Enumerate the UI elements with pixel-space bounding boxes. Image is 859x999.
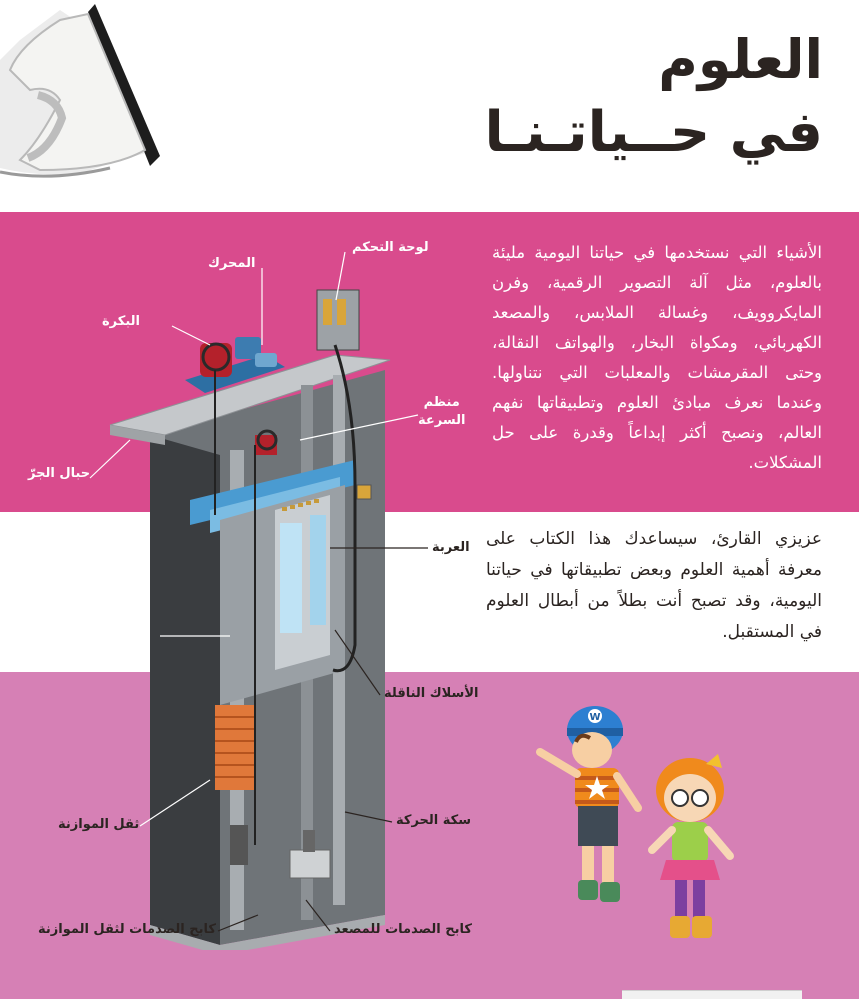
label-counterweight: ثقل الموازنة bbox=[58, 817, 140, 832]
label-control-panel: لوحة التحكم bbox=[352, 240, 429, 255]
cartoon-characters bbox=[520, 690, 760, 950]
label-guide-rail: سكة الحركة bbox=[396, 813, 471, 828]
label-speed-governor: منظم السرعة bbox=[418, 395, 466, 428]
label-traveling-cables: الأسلاك الناقلة bbox=[384, 686, 479, 701]
cap-logo: W bbox=[589, 712, 601, 723]
label-motor: المحرك bbox=[208, 256, 256, 271]
label-counterweight-buffer: كابح الصدمات لثقل الموازنة bbox=[38, 922, 216, 937]
page-title-line1: العلوم bbox=[658, 28, 823, 91]
label-car-buffer: كابح الصدمات للمصعد bbox=[334, 922, 472, 937]
label-car: العربة bbox=[432, 540, 470, 555]
page-title-line2: في حــياتـنـا bbox=[484, 100, 823, 165]
label-traction-ropes: حبال الجرّ bbox=[28, 466, 91, 481]
reader-note-paragraph: عزيزي القارئ، سيساعدك هذا الكتاب على معرفة أهمية العلوم وبعض تطبيقاتها في حياتنا اليومية، وقد تصبح أنت بطلاً من أبطال العلوم في المستقبل. bbox=[486, 529, 822, 642]
intro-paragraph: الأشياء التي نستخدمها في حياتنا اليومية مليئة بالعلوم، مثل آلة التصوير الرقمية، وفرن المايكروويف، وغسالة الملابس، والمصعد الكهربائي، ومكواة البخار، والهواتف النقالة، وحتى المقرمشات والمعلبات التي نتناولها. وعندما نعرف مبادئ العلوم وتطبيقاتها نفهم العالم، ونصبح أكثر إبداعاً وقدرة على حل المشكلات. bbox=[492, 243, 822, 472]
boy-character bbox=[540, 706, 638, 902]
elevator-diagram bbox=[105, 285, 395, 950]
page-footer-strip bbox=[622, 990, 802, 999]
label-pulley: البكرة bbox=[102, 314, 140, 329]
label-governor-ropes: حبال منظم السرعة bbox=[26, 627, 150, 642]
girl-character bbox=[652, 754, 730, 938]
steam-iron-illustration bbox=[0, 0, 175, 205]
